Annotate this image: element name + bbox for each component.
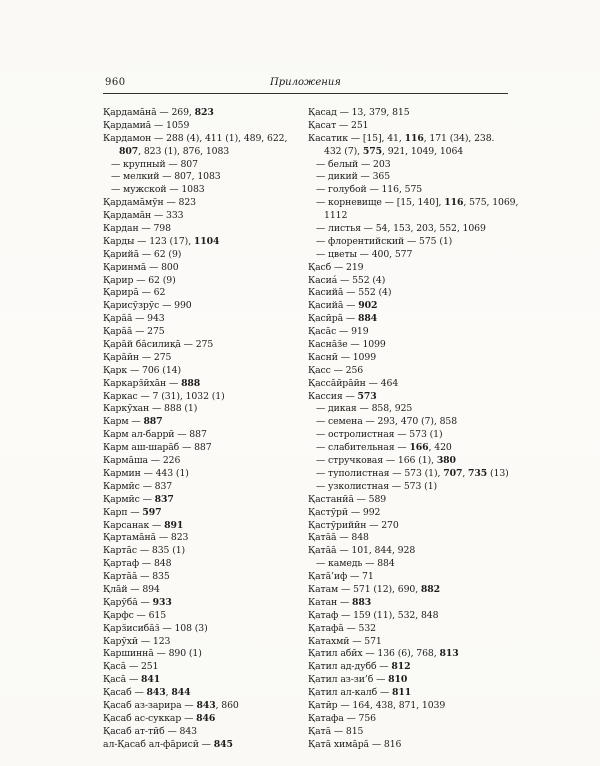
index-entry: Қата̄а̄ — 101, 844, 928 [308, 545, 416, 557]
index-entry: Қасӣра̄ — 884 [308, 313, 378, 325]
index-entry: Қасс — 256 [308, 364, 364, 376]
index-entry: Карм — 887 [103, 416, 163, 428]
index-entry: Қата̄а̄ — 848 [308, 532, 369, 544]
index-entry: Қардама̄н — 333 [103, 210, 184, 222]
index-entry: Кассия — 573 [308, 390, 377, 402]
index-entry: Карсанак — 891 [103, 519, 184, 531]
page-header-title: Приложения [270, 77, 341, 88]
index-entry: Каршинна̄ — 890 (1) [103, 648, 202, 660]
index-content [103, 107, 533, 752]
index-entry: Карӯхӣ — 123 [103, 635, 171, 647]
index-entry: Карп — 597 [103, 506, 162, 518]
index-entry: — мелкий — 807, 1083 [111, 171, 221, 183]
index-entry: Қата̄ хима̄ра̄ — 816 [308, 738, 402, 750]
index-entry: — корневище — [15, 140], 116, 575, 1069, [316, 197, 519, 209]
index-entry: Қастанӣа̄ — 589 [308, 493, 387, 505]
index-entry: Каснӣ — 1099 [308, 351, 377, 363]
index-entry: Қаринма̄ — 800 [103, 261, 179, 273]
index-entry: Қатил ал-калб — 811 [308, 687, 412, 699]
index-entry: Қатафа — 756 [308, 712, 376, 724]
index-entry: Касийа̄ — 552 (4) [308, 287, 392, 299]
index-entry: Катам — 571 (12), 690, 882 [308, 583, 441, 595]
index-entry: — узколистная — 573 (1) [316, 480, 438, 492]
index-entry: Қатӣр — 164, 438, 871, 1039 [308, 699, 446, 711]
header-rule [103, 93, 508, 94]
index-entry: — дикая — 858, 925 [316, 403, 413, 415]
index-entry: Катахмӣ — 571 [308, 635, 382, 647]
index-entry: Қарз̆исиба̄з̆ — 108 (3) [103, 622, 208, 634]
index-entry: Қарир — 62 (9) [103, 274, 176, 286]
index-entry: — остролистная — 573 (1) [316, 429, 443, 441]
index-entry: Қаса̄ — 841 [103, 674, 161, 686]
index-entry: Карта̄а̄ — 835 [103, 571, 170, 583]
index-entry: Қатил абӣх — 136 (6), 768, 813 [308, 648, 459, 660]
index-entry: Қара̄ӣн — 275 [103, 351, 172, 363]
index-entry: Карм ал-баррӣ — 887 [103, 429, 207, 441]
index-entry: — листья — 54, 153, 203, 552, 1069 [316, 223, 486, 235]
index-entry: Қартаф — 848 [103, 558, 172, 570]
index-entry: Каркас — 7 (31), 1032 (1) [103, 390, 225, 402]
index-entry: — туполистная — 573 (1), 707, 735 (13) [316, 467, 509, 479]
index-entry: Қасб — 219 [308, 261, 364, 273]
index-entry: Қарфс — 615 [103, 609, 167, 621]
index-entry: Қара̄а̄ — 275 [103, 326, 165, 338]
index-entry: Кармин — 443 (1) [103, 467, 189, 479]
index-entry: 432 (7), 575, 921, 1049, 1064 [324, 145, 464, 157]
index-entry: — крупный — 807 [111, 158, 198, 170]
index-entry: Қасаб ат-тӣб — 843 [103, 725, 197, 737]
index-entry: — флорентийский — 575 (1) [316, 235, 453, 247]
index-entry: Қастӯрӣ — 992 [308, 506, 381, 518]
index-entry: Карды — 123 (17), 1104 [103, 235, 220, 247]
index-entry: Кардан — 798 [103, 223, 171, 235]
index-entry: — слабительная — 166, 420 [316, 442, 452, 454]
page-header [103, 76, 508, 90]
index-entry: Каркарз̆ӣха̄н — 888 [103, 377, 201, 389]
index-entry: — дикий — 365 [316, 171, 391, 183]
index-entry: Қарӯба̄ — 933 [103, 596, 172, 608]
index-entry: Қата̄ — 815 [308, 725, 364, 737]
index-entry: Қарк — 706 (14) [103, 364, 181, 376]
index-entry: Қасаб аз-зарира — 843, 860 [103, 699, 239, 711]
index-entry: — семена — 293, 470 (7), 858 [316, 416, 458, 428]
index-column-right [308, 107, 526, 752]
index-entry: — цветы — 400, 577 [316, 248, 413, 260]
index-entry: Қарийа̄ — 62 (9) [103, 248, 182, 260]
index-entry: Қарира̄ — 62 [103, 287, 166, 299]
index-entry: Қасад — 13, 379, 815 [308, 107, 410, 118]
index-entry: 807, 823 (1), 876, 1083 [119, 145, 230, 157]
index-entry: Қаса̄с — 919 [308, 326, 369, 338]
index-entry: Қардамиа̄ — 1059 [103, 119, 190, 131]
index-entry: Касиа́ — 552 (4) [308, 274, 386, 286]
index-entry: Қатаф — 159 (11), 532, 848 [308, 609, 439, 621]
index-entry: — белый — 203 [316, 158, 391, 170]
index-entry: Қармӣс — 837 [103, 493, 174, 505]
index-entry: Қатил ад-дубб — 812 [308, 661, 411, 673]
index-entry: ал-Қасаб ал-фа̄рисӣ — 845 [103, 738, 233, 750]
index-entry: — голубой — 116, 575 [316, 184, 423, 196]
index-entry: Қартама̄на̄ — 823 [103, 532, 189, 544]
index-entry: Қла̄й — 894 [103, 583, 160, 595]
index-entry: Қара̄а̄ — 943 [103, 313, 165, 325]
index-entry: — стручковая — 166 (1), 380 [316, 455, 456, 467]
index-entry: Кардамон — 288 (4), 411 (1), 489, 622, [103, 132, 288, 144]
index-entry: Карма̄ша — 226 [103, 455, 181, 467]
index-entry: — мужской — 1083 [111, 184, 205, 196]
index-entry: Қардама̄мӯн — 823 [103, 197, 196, 209]
index-entry: Қардама̄на̄ — 269, 823 [103, 107, 214, 118]
index-entry: Қасса̄ӣра̄ӣн — 464 [308, 377, 399, 389]
index-entry: Кармӣс — 837 [103, 480, 173, 492]
index-entry: Қатафа̄ — 532 [308, 622, 376, 634]
index-entry: Карта̄с — 835 (1) [103, 545, 186, 557]
index-column-left [103, 107, 308, 752]
index-entry: Карм аш-шара̄б — 887 [103, 442, 212, 454]
index-entry: 1112 [324, 210, 348, 222]
index-entry: Қасаб — 843, 844 [103, 687, 191, 699]
index-entry: Қасат — 251 [308, 119, 369, 131]
index-entry: Касна̄з̆е — 1099 [308, 339, 386, 351]
index-entry: Қарисӯзрӯс — 990 [103, 300, 192, 312]
index-entry: — камедь — 884 [316, 558, 395, 570]
index-entry: Каркӯхан — 888 (1) [103, 403, 198, 415]
index-entry: Қата̄’иф — 71 [308, 571, 374, 583]
index-entry: Қасийа̄ — 902 [308, 300, 378, 312]
index-entry: Қара̄й ба̄силиқа̄ — 275 [103, 339, 214, 351]
index-entry: Қатил аз-зи’б — 810 [308, 674, 408, 686]
index-entry: Катан — 883 [308, 596, 372, 608]
index-entry: Қаса̄ — 251 [103, 661, 159, 673]
index-entry: Қасаб ас-суккар — 846 [103, 712, 216, 724]
index-entry: Касатик — [15], 41, 116, 171 (34), 238. [308, 132, 495, 144]
page-number: 960 [105, 77, 126, 88]
index-entry: Қастӯрийӣн — 270 [308, 519, 399, 531]
